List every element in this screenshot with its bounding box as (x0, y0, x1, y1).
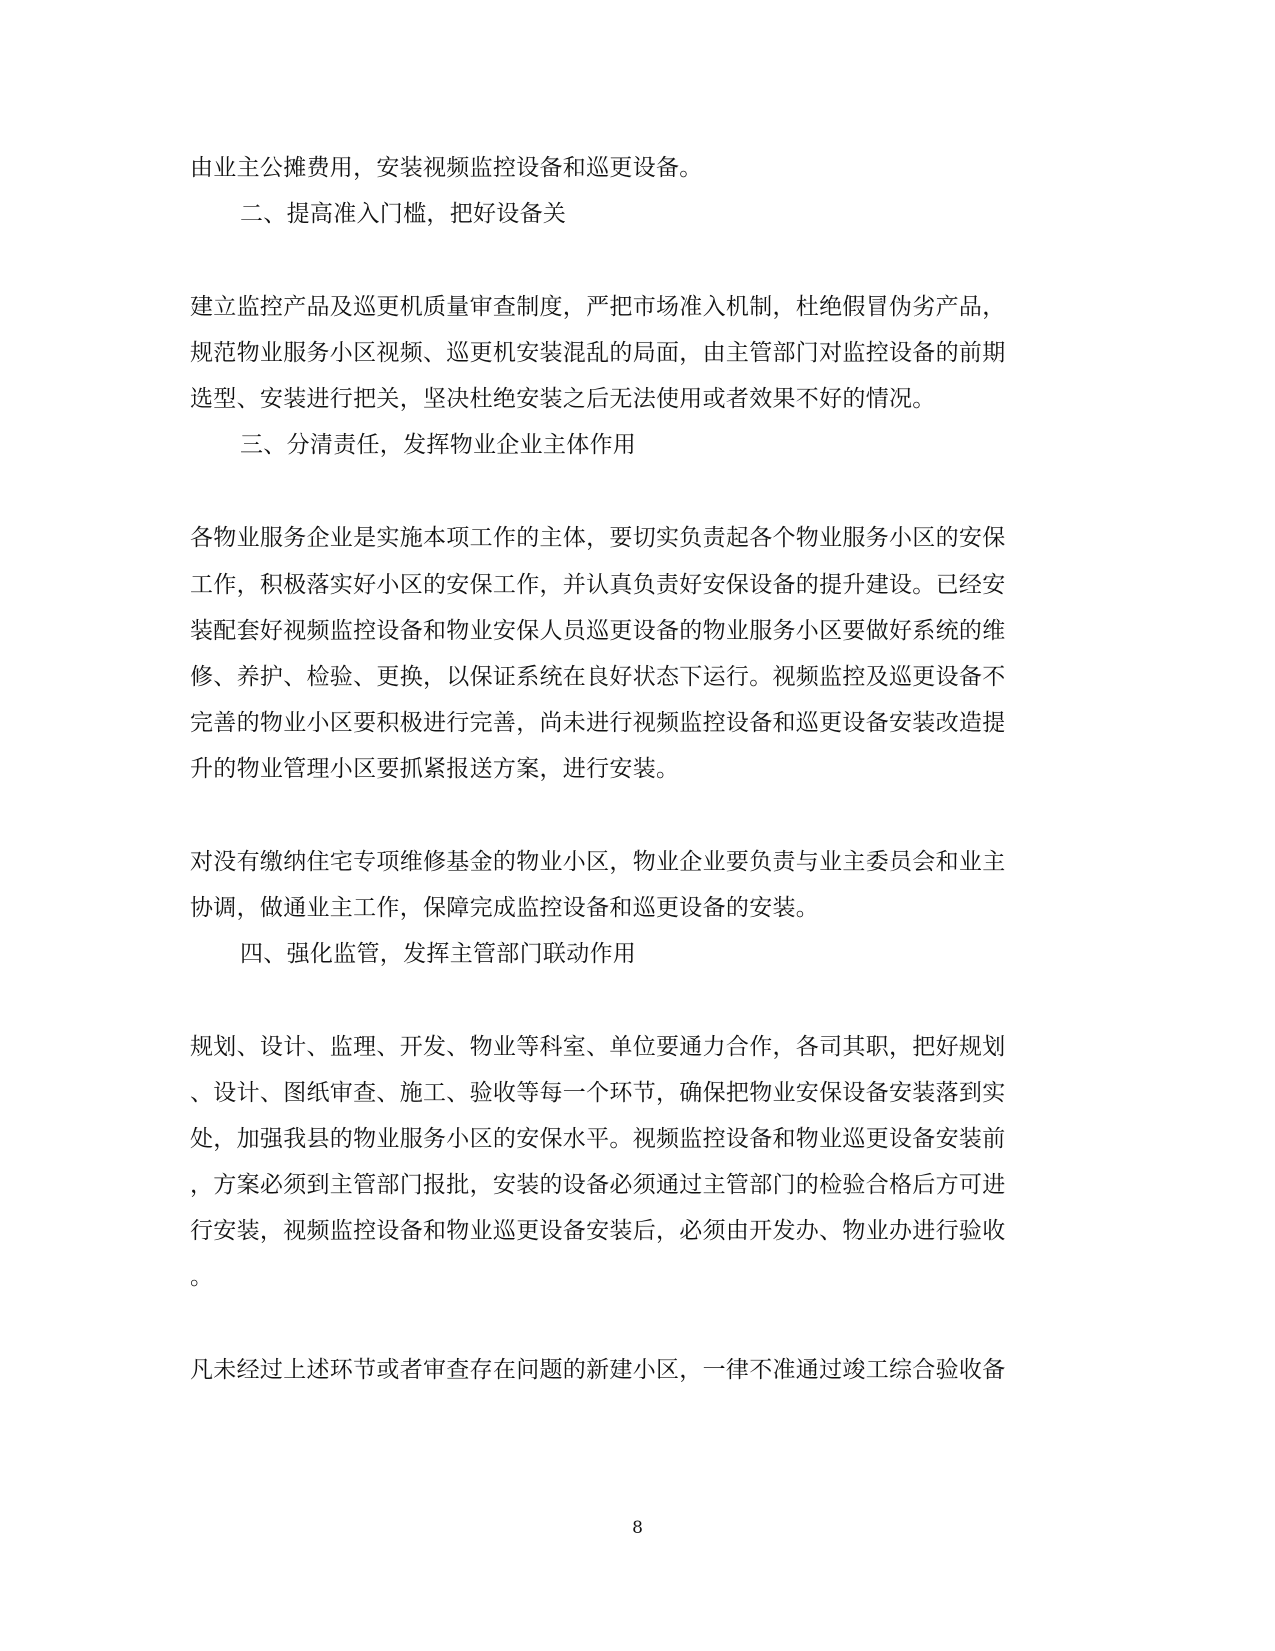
body-text-line: 装配套好视频监控设备和物业安保人员巡更设备的物业服务小区要做好系统的维 (190, 618, 1006, 644)
section-heading: 二、提高准入门槛，把好设备关 (240, 201, 567, 227)
body-text-line: 修、养护、检验、更换，以保证系统在良好状态下运行。视频监控及巡更设备不 (190, 664, 1006, 690)
body-text-line: ，方案必须到主管部门报批，安装的设备必须通过主管部门的检验合格后方可进 (190, 1172, 1006, 1198)
body-text-line: 选型、安装进行把关，坚决杜绝安装之后无法使用或者效果不好的情况。 (190, 386, 936, 412)
body-text-line: 升的物业管理小区要抓紧报送方案，进行安装。 (190, 756, 680, 782)
section-heading: 四、强化监管，发挥主管部门联动作用 (240, 941, 637, 967)
body-text-line: 。 (190, 1264, 214, 1290)
body-text-line: 规划、设计、监理、开发、物业等科室、单位要通力合作，各司其职，把好规划 (190, 1034, 1006, 1060)
body-text-line: 工作，积极落实好小区的安保工作，并认真负责好安保设备的提升建设。已经安 (190, 572, 1006, 598)
body-text-line: 、设计、图纸审查、施工、验收等每一个环节，确保把物业安保设备安装落到实 (190, 1080, 1006, 1106)
body-text-line: 各物业服务企业是实施本项工作的主体，要切实负责起各个物业服务小区的安保 (190, 525, 1006, 551)
body-text-line: 建立监控产品及巡更机质量审查制度，严把市场准入机制，杜绝假冒伪劣产品， (190, 294, 1006, 320)
body-text-line: 行安装，视频监控设备和物业巡更设备安装后，必须由开发办、物业办进行验收 (190, 1218, 1006, 1244)
body-text-line: 协调，做通业主工作，保障完成监控设备和巡更设备的安装。 (190, 895, 820, 921)
section-heading: 三、分清责任，发挥物业企业主体作用 (240, 432, 637, 458)
body-text-line: 处，加强我县的物业服务小区的安保水平。视频监控设备和物业巡更设备安装前 (190, 1126, 1006, 1152)
body-text-line: 对没有缴纳住宅专项维修基金的物业小区，物业企业要负责与业主委员会和业主 (190, 849, 1006, 875)
page-number: 8 (632, 1518, 643, 1538)
body-text-line: 凡未经过上述环节或者审查存在问题的新建小区，一律不准通过竣工综合验收备 (190, 1357, 1006, 1383)
body-text-line: 完善的物业小区要积极进行完善，尚未进行视频监控设备和巡更设备安装改造提 (190, 710, 1006, 736)
body-text-line: 规范物业服务小区视频、巡更机安装混乱的局面，由主管部门对监控设备的前期 (190, 340, 1006, 366)
body-text-line: 由业主公摊费用，安装视频监控设备和巡更设备。 (190, 155, 703, 181)
